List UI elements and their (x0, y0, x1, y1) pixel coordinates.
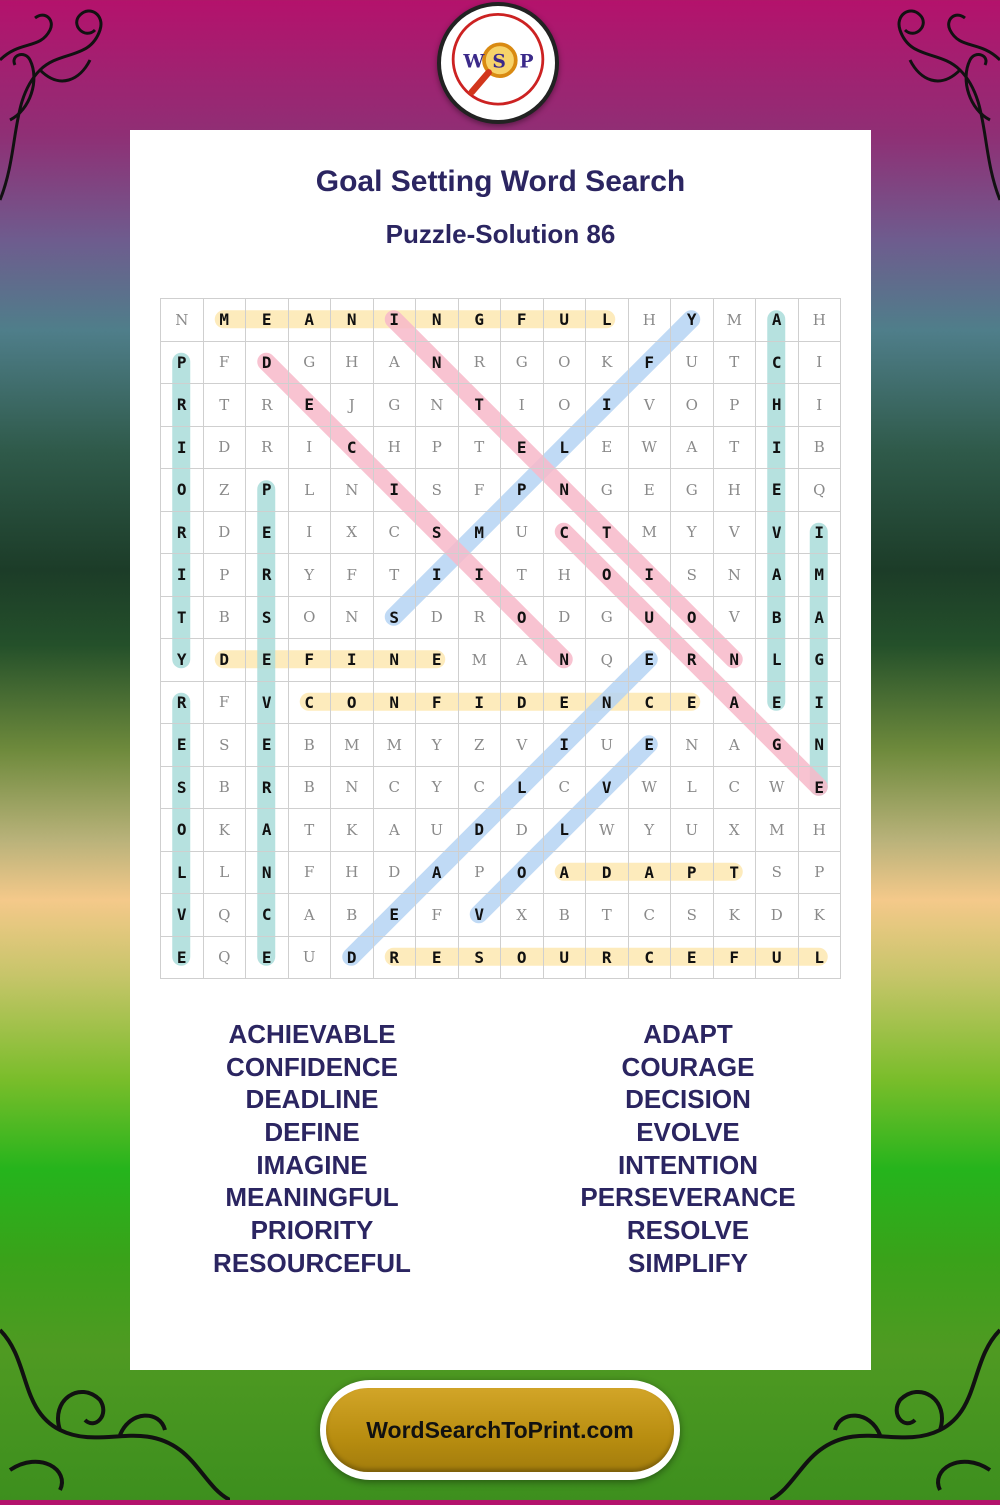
grid-cell[interactable]: D (204, 639, 247, 682)
grid-cell[interactable]: Y (161, 639, 204, 682)
grid-cell[interactable]: E (756, 682, 799, 725)
grid-cell[interactable]: L (586, 299, 629, 342)
grid-cell[interactable]: O (161, 469, 204, 512)
grid-cell[interactable]: D (374, 852, 417, 895)
word-grid (160, 298, 841, 979)
puzzle-card (130, 130, 871, 1370)
grid-cell[interactable]: N (246, 852, 289, 895)
grid-cell[interactable]: G (501, 342, 544, 385)
grid-cell[interactable]: O (501, 597, 544, 640)
grid-cell[interactable]: B (289, 767, 332, 810)
grid-cell[interactable]: U (671, 809, 714, 852)
grid-cell[interactable]: C (629, 682, 672, 725)
logo-letter-w: W (463, 50, 485, 73)
grid-cell[interactable]: B (331, 894, 374, 937)
grid-cell[interactable]: E (161, 937, 204, 980)
grid-cell[interactable]: H (714, 469, 757, 512)
grid-cell[interactable]: Y (416, 724, 459, 767)
grid-cell[interactable]: Q (799, 469, 842, 512)
grid-cell[interactable]: T (586, 512, 629, 555)
grid-cell[interactable]: F (204, 682, 247, 725)
grid-cell[interactable]: V (714, 512, 757, 555)
grid-cell[interactable]: D (246, 342, 289, 385)
grid-cell[interactable]: B (544, 894, 587, 937)
grid-cell[interactable]: H (331, 852, 374, 895)
grid-cell[interactable]: E (246, 299, 289, 342)
grid-cell[interactable]: C (459, 767, 502, 810)
grid-cell[interactable]: V (246, 682, 289, 725)
grid-cell[interactable]: S (161, 767, 204, 810)
grid-cell[interactable]: N (374, 639, 417, 682)
grid-cell[interactable]: R (161, 384, 204, 427)
grid-cell[interactable]: N (586, 682, 629, 725)
grid-cell[interactable]: U (544, 937, 587, 980)
grid-cell[interactable]: T (459, 427, 502, 470)
grid-cell[interactable]: U (416, 809, 459, 852)
grid-cell[interactable]: B (756, 597, 799, 640)
grid-cell[interactable]: F (459, 469, 502, 512)
grid-cell[interactable]: P (204, 554, 247, 597)
grid-cell[interactable]: V (586, 767, 629, 810)
grid-cell[interactable]: N (714, 554, 757, 597)
grid-cell[interactable]: G (799, 639, 842, 682)
grid-cell[interactable]: N (416, 342, 459, 385)
word-list-item: MEANINGFUL (225, 1182, 399, 1213)
grid-cell[interactable]: E (544, 682, 587, 725)
grid-cell[interactable]: C (629, 937, 672, 980)
grid-cell[interactable]: U (629, 597, 672, 640)
grid-cell[interactable]: A (671, 427, 714, 470)
grid-cell[interactable]: L (799, 937, 842, 980)
grid-cell[interactable]: I (289, 427, 332, 470)
grid-cell[interactable]: U (289, 937, 332, 980)
grid-cell[interactable]: U (544, 299, 587, 342)
grid-cell[interactable]: E (246, 937, 289, 980)
grid-cell[interactable]: T (289, 809, 332, 852)
grid-cell[interactable]: E (671, 937, 714, 980)
grid-cell[interactable]: I (799, 342, 842, 385)
grid-cell[interactable]: H (544, 554, 587, 597)
grid-cell[interactable]: I (501, 384, 544, 427)
grid-cell[interactable]: N (714, 639, 757, 682)
grid-cell[interactable]: O (544, 384, 587, 427)
grid-cell[interactable]: H (629, 299, 672, 342)
grid-cell[interactable]: W (586, 809, 629, 852)
grid-cell[interactable]: G (756, 724, 799, 767)
grid-cell[interactable]: A (799, 597, 842, 640)
word-list-item: CONFIDENCE (226, 1051, 398, 1082)
grid-cell[interactable]: A (289, 894, 332, 937)
grid-cell[interactable]: U (586, 724, 629, 767)
grid-cell[interactable]: S (756, 852, 799, 895)
grid-cell[interactable]: P (161, 342, 204, 385)
grid-cell[interactable]: P (501, 469, 544, 512)
word-list-item: IMAGINE (256, 1149, 368, 1180)
grid-cell[interactable]: C (714, 767, 757, 810)
grid-cell[interactable]: P (416, 427, 459, 470)
grid-cell[interactable]: R (246, 554, 289, 597)
grid-cell[interactable]: K (586, 342, 629, 385)
logo-letter-p: P (519, 50, 534, 73)
grid-cell[interactable]: C (246, 894, 289, 937)
grid-cell[interactable]: N (416, 384, 459, 427)
grid-cell[interactable]: O (586, 554, 629, 597)
grid-cell[interactable]: V (756, 512, 799, 555)
grid-cell[interactable]: D (501, 809, 544, 852)
grid-cell[interactable]: V (501, 724, 544, 767)
grid-cell[interactable]: H (799, 809, 842, 852)
grid-cell[interactable]: C (289, 682, 332, 725)
grid-cell[interactable]: O (331, 682, 374, 725)
grid-cell[interactable]: A (756, 554, 799, 597)
grid-cell[interactable]: T (161, 597, 204, 640)
grid-cell[interactable]: T (501, 554, 544, 597)
grid-cell[interactable]: E (586, 427, 629, 470)
grid-cell[interactable]: E (799, 767, 842, 810)
grid-cell[interactable]: T (714, 852, 757, 895)
grid-cell[interactable]: I (416, 554, 459, 597)
grid-cell[interactable]: M (459, 639, 502, 682)
grid-cell[interactable]: E (289, 384, 332, 427)
grid-cell[interactable]: N (161, 299, 204, 342)
letter-grid (160, 298, 841, 979)
grid-cell[interactable]: A (756, 299, 799, 342)
grid-cell[interactable]: S (204, 724, 247, 767)
grid-cell[interactable]: U (671, 342, 714, 385)
grid-cell[interactable]: M (374, 724, 417, 767)
grid-cell[interactable]: I (586, 384, 629, 427)
grid-cell[interactable]: E (629, 639, 672, 682)
grid-cell[interactable]: E (629, 724, 672, 767)
grid-cell[interactable]: N (544, 469, 587, 512)
grid-cell[interactable]: G (289, 342, 332, 385)
grid-cell[interactable]: E (501, 427, 544, 470)
corner-ornament-icon (0, 0, 140, 210)
grid-cell[interactable]: N (331, 767, 374, 810)
grid-cell[interactable]: D (416, 597, 459, 640)
word-list-item: RESOURCEFUL (213, 1247, 411, 1278)
grid-cell[interactable]: Q (586, 639, 629, 682)
grid-cell[interactable]: R (459, 342, 502, 385)
word-list-right (538, 1018, 838, 1280)
logo-letter-s: S (492, 50, 506, 73)
grid-cell[interactable]: F (416, 894, 459, 937)
grid-cell[interactable]: B (204, 767, 247, 810)
grid-cell[interactable]: L (544, 427, 587, 470)
grid-cell[interactable]: E (756, 469, 799, 512)
grid-cell[interactable]: A (374, 809, 417, 852)
grid-cell[interactable]: V (459, 894, 502, 937)
grid-cell[interactable]: X (714, 809, 757, 852)
grid-cell[interactable]: A (416, 852, 459, 895)
grid-cell[interactable]: D (544, 597, 587, 640)
grid-cell[interactable]: K (331, 809, 374, 852)
grid-cell[interactable]: I (799, 512, 842, 555)
grid-cell[interactable]: N (799, 724, 842, 767)
word-list-item: DECISION (625, 1084, 751, 1115)
grid-cell[interactable]: E (629, 469, 672, 512)
grid-cell[interactable]: V (629, 384, 672, 427)
grid-cell[interactable]: R (161, 512, 204, 555)
grid-cell[interactable]: M (204, 299, 247, 342)
grid-cell[interactable]: S (416, 512, 459, 555)
grid-cell[interactable]: F (501, 299, 544, 342)
grid-cell[interactable]: T (586, 894, 629, 937)
word-list-item: EVOLVE (636, 1117, 740, 1148)
grid-cell[interactable]: D (756, 894, 799, 937)
grid-cell[interactable]: I (459, 554, 502, 597)
grid-cell[interactable]: M (756, 809, 799, 852)
grid-cell[interactable]: Y (671, 299, 714, 342)
grid-cell[interactable]: B (289, 724, 332, 767)
grid-cell[interactable]: V (161, 894, 204, 937)
grid-cell[interactable]: L (501, 767, 544, 810)
grid-cell[interactable]: M (331, 724, 374, 767)
grid-cell[interactable]: R (374, 937, 417, 980)
grid-cell[interactable]: S (416, 469, 459, 512)
grid-cell[interactable]: B (204, 597, 247, 640)
grid-cell[interactable]: R (671, 639, 714, 682)
grid-cell[interactable]: U (756, 937, 799, 980)
wsp-logo[interactable] (437, 2, 559, 124)
grid-cell[interactable]: N (544, 639, 587, 682)
grid-cell[interactable]: D (501, 682, 544, 725)
grid-cell[interactable]: G (459, 299, 502, 342)
grid-cell[interactable]: L (671, 767, 714, 810)
grid-cell[interactable]: W (629, 427, 672, 470)
grid-cell[interactable]: I (374, 299, 417, 342)
grid-cell[interactable]: A (501, 639, 544, 682)
grid-cell[interactable]: A (714, 724, 757, 767)
grid-cell[interactable]: I (544, 724, 587, 767)
grid-cell[interactable]: T (204, 384, 247, 427)
grid-cell[interactable]: S (374, 597, 417, 640)
grid-cell[interactable]: J (331, 384, 374, 427)
grid-cell[interactable]: T (459, 384, 502, 427)
grid-cell[interactable]: E (246, 639, 289, 682)
grid-cell[interactable]: L (204, 852, 247, 895)
grid-cell[interactable]: F (416, 682, 459, 725)
grid-cell[interactable]: K (204, 809, 247, 852)
word-list-item: SIMPLIFY (628, 1247, 748, 1278)
grid-cell[interactable]: Q (204, 894, 247, 937)
grid-cell[interactable]: O (289, 597, 332, 640)
grid-cell[interactable]: A (544, 852, 587, 895)
word-list-item: PERSEVERANCE (580, 1182, 796, 1213)
grid-cell[interactable]: A (246, 809, 289, 852)
grid-cell[interactable]: N (374, 682, 417, 725)
grid-cell[interactable]: H (756, 384, 799, 427)
grid-cell[interactable]: N (331, 597, 374, 640)
grid-cell[interactable]: I (331, 639, 374, 682)
grid-cell[interactable]: O (544, 342, 587, 385)
grid-cell[interactable]: Y (629, 809, 672, 852)
grid-cell[interactable]: P (671, 852, 714, 895)
word-list-item: DEADLINE (245, 1084, 379, 1115)
site-link-label[interactable]: WordSearchToPrint.com (326, 1388, 674, 1472)
grid-cell[interactable]: B (799, 427, 842, 470)
grid-cell[interactable]: T (714, 427, 757, 470)
grid-cell[interactable]: F (204, 342, 247, 385)
grid-cell[interactable]: R (246, 384, 289, 427)
grid-cell[interactable]: M (629, 512, 672, 555)
grid-cell[interactable]: D (204, 427, 247, 470)
grid-cell[interactable]: C (629, 894, 672, 937)
grid-cell[interactable]: Y (289, 554, 332, 597)
grid-cell[interactable]: L (544, 809, 587, 852)
grid-cell[interactable]: O (501, 937, 544, 980)
grid-cell[interactable]: X (501, 894, 544, 937)
grid-cell[interactable]: E (671, 682, 714, 725)
grid-cell[interactable]: S (671, 554, 714, 597)
word-list-item: PRIORITY (250, 1215, 374, 1246)
grid-cell[interactable]: R (586, 937, 629, 980)
word-list-item: ADAPT (643, 1019, 733, 1049)
grid-cell[interactable]: H (374, 427, 417, 470)
grid-cell[interactable]: N (416, 299, 459, 342)
grid-cell[interactable]: P (799, 852, 842, 895)
grid-cell[interactable]: C (544, 512, 587, 555)
grid-cell[interactable]: L (756, 639, 799, 682)
grid-cell[interactable]: D (204, 512, 247, 555)
grid-cell[interactable]: G (586, 597, 629, 640)
grid-cell[interactable]: F (289, 852, 332, 895)
grid-cell[interactable]: O (671, 597, 714, 640)
grid-cell[interactable]: H (799, 299, 842, 342)
grid-cell[interactable]: E (416, 639, 459, 682)
grid-cell[interactable]: D (586, 852, 629, 895)
grid-cell[interactable]: Y (671, 512, 714, 555)
grid-cell[interactable]: S (671, 894, 714, 937)
grid-cell[interactable]: W (629, 767, 672, 810)
grid-cell[interactable]: I (799, 384, 842, 427)
grid-cell[interactable]: Z (459, 724, 502, 767)
grid-cell[interactable]: I (459, 682, 502, 725)
grid-cell[interactable]: O (501, 852, 544, 895)
page-title: Goal Setting Word Search (315, 165, 686, 198)
word-list-item: RESOLVE (626, 1215, 750, 1246)
grid-cell[interactable]: P (714, 384, 757, 427)
grid-cell[interactable]: V (714, 597, 757, 640)
grid-cell[interactable]: P (459, 852, 502, 895)
grid-cell[interactable]: E (246, 724, 289, 767)
grid-cell[interactable]: N (331, 299, 374, 342)
grid-cell[interactable]: N (331, 469, 374, 512)
grid-cell[interactable]: F (331, 554, 374, 597)
grid-cell[interactable]: R (161, 682, 204, 725)
word-list-item: DEFINE (264, 1117, 360, 1148)
grid-cell[interactable]: M (714, 299, 757, 342)
grid-cell[interactable]: R (246, 767, 289, 810)
grid-cell[interactable]: G (374, 384, 417, 427)
grid-cell[interactable]: G (671, 469, 714, 512)
grid-cell[interactable]: F (714, 937, 757, 980)
grid-cell[interactable]: L (289, 469, 332, 512)
grid-cell[interactable]: Q (204, 937, 247, 980)
grid-cell[interactable]: M (799, 554, 842, 597)
grid-cell[interactable]: T (714, 342, 757, 385)
grid-cell[interactable]: W (756, 767, 799, 810)
grid-cell[interactable]: S (459, 937, 502, 980)
corner-ornament-icon (860, 0, 1000, 210)
grid-cell[interactable]: S (246, 597, 289, 640)
page-subtitle: Puzzle-Solution 86 (385, 219, 616, 249)
grid-cell[interactable]: R (459, 597, 502, 640)
grid-cell[interactable]: C (756, 342, 799, 385)
grid-cell[interactable]: G (586, 469, 629, 512)
grid-cell[interactable]: H (331, 342, 374, 385)
grid-cell[interactable]: A (374, 342, 417, 385)
grid-cell[interactable]: Y (416, 767, 459, 810)
word-list-left (162, 1018, 462, 1280)
site-link-button[interactable] (320, 1380, 680, 1480)
grid-cell[interactable]: D (331, 937, 374, 980)
grid-cell[interactable]: L (161, 852, 204, 895)
grid-cell[interactable]: I (289, 512, 332, 555)
grid-cell[interactable]: T (374, 554, 417, 597)
grid-cell[interactable]: E (416, 937, 459, 980)
grid-cell[interactable]: Z (204, 469, 247, 512)
grid-cell[interactable]: X (331, 512, 374, 555)
grid-cell[interactable]: N (671, 724, 714, 767)
grid-cell[interactable]: F (289, 639, 332, 682)
grid-cell[interactable]: M (459, 512, 502, 555)
grid-cell[interactable]: C (374, 767, 417, 810)
grid-cell[interactable]: O (671, 384, 714, 427)
grid-cell[interactable]: F (629, 342, 672, 385)
grid-cell[interactable]: E (161, 724, 204, 767)
grid-cell[interactable]: A (289, 299, 332, 342)
grid-cell[interactable]: O (161, 809, 204, 852)
word-list-item: INTENTION (617, 1149, 759, 1180)
grid-cell[interactable]: I (374, 469, 417, 512)
grid-cell[interactable]: C (374, 512, 417, 555)
grid-cell[interactable]: I (799, 682, 842, 725)
grid-cell[interactable]: P (246, 469, 289, 512)
grid-cell[interactable]: I (161, 554, 204, 597)
grid-cell[interactable]: D (459, 809, 502, 852)
grid-cell[interactable]: K (799, 894, 842, 937)
grid-cell[interactable]: R (246, 427, 289, 470)
grid-cell[interactable]: U (501, 512, 544, 555)
grid-cell[interactable]: A (714, 682, 757, 725)
grid-cell[interactable]: E (246, 512, 289, 555)
grid-cell[interactable]: A (629, 852, 672, 895)
word-list-item: ACHIEVABLE (228, 1019, 396, 1049)
grid-cell[interactable]: K (714, 894, 757, 937)
grid-cell[interactable]: E (374, 894, 417, 937)
word-list-item: COURAGE (621, 1051, 755, 1082)
grid-cell[interactable]: C (331, 427, 374, 470)
grid-cell[interactable]: C (544, 767, 587, 810)
grid-cell[interactable]: I (629, 554, 672, 597)
grid-cell[interactable]: I (756, 427, 799, 470)
grid-cell[interactable]: I (161, 427, 204, 470)
